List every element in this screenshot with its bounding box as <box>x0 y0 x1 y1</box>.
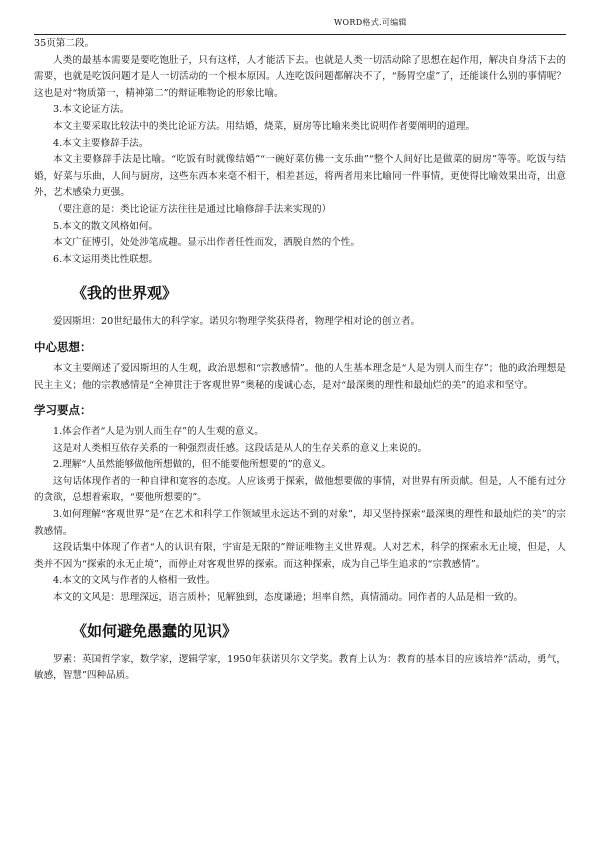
paragraph: 本文主要修辞手法是比喻。“吃饭有时就像结婚”“一碗好菜仿佛一支乐曲”“整个人间好比是做菜的厨房”等等。吃饭与结婚，好菜与乐曲，人间与厨房，这些东西本来毫不相干，相差甚远，将两者用来比喻同一件事情，更使得比喻效果出奇，出意外，艺术感染力更强。 <box>34 154 566 199</box>
paragraph: 这句话体现作者的一种自律和宽容的态度。人应该勇于探索，做他想要做的事情，对世界有所贡献。但是，人不能有过分的贪欲，总想着索取，“要他所想要的”。 <box>34 475 566 504</box>
numbered-heading: 6.本文运用类比性联想。 <box>53 253 159 265</box>
numbered-heading: 5.本文的散文风格如何。 <box>53 220 159 232</box>
author-intro: 罗素：英国哲学家，数学家，逻辑学家，1950年获诺贝尔文学奖。教育上认为：教育的基本目的应该培养“活动，勇气，敏感，智慧”四种品质。 <box>34 653 566 682</box>
numbered-heading: 4.本文的文风与作者的人格相一致性。 <box>53 575 216 587</box>
paragraph: 本文的文风是：思理深远，语言质朴；见解独到，态度谦逊；坦率自然，真情涌动。同作者的人品是相一致的。 <box>53 592 524 604</box>
page-header <box>34 14 566 35</box>
paragraph: 人类的最基本需要是要吃饱肚子，只有这样，人才能活下去。也就是人类一切活动除了思想在起作用，解决自身活下去的需要，也就是吃饭问题才是人一切活动的一个根本原因。人连吃饭问题都解决不了，“肠胃空虚”了，还能谈什么别的事情呢？这也是对“物质第一，精神第二”的辩证唯物论的形象比喻。 <box>34 54 566 99</box>
paragraph: 这是对人类相互依存关系的一种强烈责任感。这段话是从人的生存关系的意义上来说的。 <box>53 442 428 454</box>
essay-title: 《我的世界观》 <box>72 284 178 303</box>
numbered-heading: 3.本文论证方法。 <box>53 104 130 116</box>
section-heading: 中心思想： <box>34 339 92 354</box>
paragraph: 35页第二段。 <box>34 38 95 49</box>
author-intro: 爱因斯坦：20世纪最伟大的科学家。诺贝尔物理学奖获得者，物理学相对论的创立者。 <box>53 316 421 328</box>
essay-title: 《如何避免愚蠢的见识》 <box>72 621 238 640</box>
paragraph: 这段话集中体现了作者“人的认识有限，宇宙是无限的”辩证唯物主义世界观。人对艺术，科学的探索永无止境，但是，人类并不因为“探索的永无止境”，而停止对客观世界的探索。而这种探索，成为自己毕生追求的“宗教感情”。 <box>34 542 566 570</box>
paragraph: 本文广征博引，处处涉笔成趣。显示出作者任性而发，洒脱自然的个性。 <box>53 237 360 249</box>
document-body <box>34 36 566 685</box>
paragraph: 本文主要阐述了爱因斯坦的人生观，政治思想和“宗教感情”。他的人生基本理念是“人是为别人而生存”；他的政治理想是民主主义；他的宗教感情是“全神贯注于客观世界”奥秘的虔诚心态，是对“最深奥的理性和最灿烂的美”的追求和坚守。 <box>34 362 566 391</box>
numbered-heading: 3.如何理解“客观世界”是“在艺术和科学工作领域里永远达不到的对象”，却又坚持探索“最深奥的理性和最灿烂的美”的宗教感情。 <box>34 509 566 537</box>
section-heading: 学习要点： <box>34 403 92 418</box>
numbered-heading: 1.体会作者“人是为别人而生存”的人生观的意义。 <box>53 426 264 438</box>
numbered-heading: 4.本文主要修辞手法。 <box>53 137 149 149</box>
note: （要注意的是：类比论证方法往往是通过比喻修辞手法来实现的） <box>53 203 332 215</box>
header-label: WORD格式.可编辑 <box>334 18 407 27</box>
numbered-heading: 2.理解“人虽然能够做他所想做的，但不能要他所想要的”的意义。 <box>53 459 331 471</box>
paragraph: 本文主要采取比较法中的类比论证方法。用结婚，烧菜，厨房等比喻来类比说明作者要阐明的道理。 <box>53 120 476 132</box>
